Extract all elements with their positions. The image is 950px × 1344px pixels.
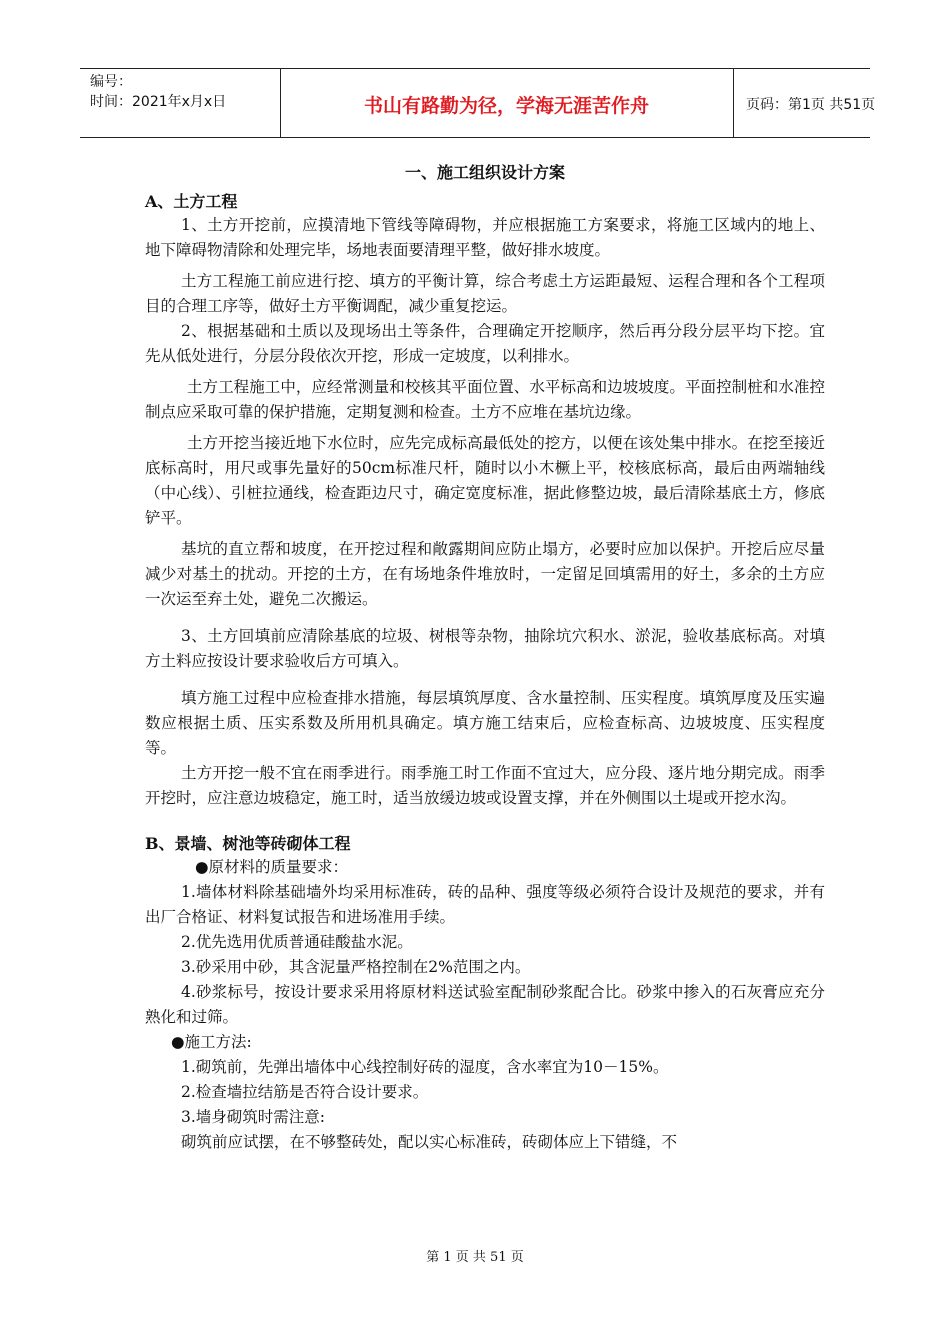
page-info: 页码：第1页 共51页 [746, 97, 876, 113]
header-motto: 书山有路勤为径，学海无涯苦作舟 [363, 95, 649, 117]
paragraph: 1、土方开挖前，应摸清地下管线等障碍物，并应根据施工方案要求，将施工区域内的地上、地下障碍物清除和处理完毕，场地表面要清理平整，做好排水坡度。 [145, 216, 825, 259]
paragraph: 填方施工过程中应检查排水措施，每层填筑厚度、含水量控制、压实程度。填筑厚度及压实遍数应根据土质、压实系数及所用机具确定。填方施工结束后，应检查标高、边坡坡度、压实程度等。 [145, 689, 825, 757]
header-motto-cell [280, 69, 734, 137]
paragraph: 土方工程施工前应进行挖、填方的平衡计算，综合考虑土方运距最短、运程合理和各个工程项目的合理工序等，做好土方平衡调配，减少重复挖运。 [145, 272, 825, 315]
section-a-heading: A、土方工程 [145, 192, 238, 211]
paragraph: 土方开挖一般不宜在雨季进行。雨季施工时工作面不宜过大，应分段、逐片地分期完成。雨季开挖时，应注意边坡稳定，施工时，适当放缓边坡或设置支撑，并在外侧围以土堤或开挖水沟。 [145, 764, 825, 807]
page-footer: 第 1 页 共 51 页 [426, 1250, 524, 1265]
paragraph: 2、根据基础和土质以及现场出土等条件，合理确定开挖顺序，然后再分段分层平均下挖。宜先从低处进行，分层分段依次开挖，形成一定坡度，以利排水。 [145, 322, 825, 365]
paragraph: 土方工程施工中，应经常测量和校核其平面位置、水平标高和边坡坡度。平面控制桩和水准控制点应采取可靠的保护措施，定期复测和检查。土方不应堆在基坑边缘。 [145, 378, 825, 421]
bullet-heading: ●施工方法: [171, 1033, 252, 1051]
list-item: 砌筑前应试摆，在不够整砖处，配以实心标准砖，砖砌体应上下错缝，不 [181, 1133, 678, 1151]
document-body [145, 156, 825, 1155]
bullet-heading: ●原材料的质量要求： [195, 858, 349, 876]
header-info-cell [80, 69, 281, 137]
header-page-cell [734, 69, 876, 137]
number-label: 编号： [90, 74, 132, 90]
document-header [80, 68, 876, 138]
paragraph: 土方开挖当接近地下水位时，应先完成标高最低处的挖方，以便在该处集中排水。在挖至接近底标高时，用尺或事先量好的50cm标准尺杆，随时以小木橛上平，校核底标高，最后由两端轴线（中心线）、引桩拉通线，检查距边尺寸，确定宽度标准，据此修整边坡，最后清除基底土方，修底铲平。 [145, 434, 825, 527]
list-item: 3.砂采用中砂，其含泥量严格控制在2%范围之内。 [181, 958, 531, 976]
list-item: 2.优先选用优质普通硅酸盐水泥。 [181, 933, 413, 951]
list-item: 3.墙身砌筑时需注意: [181, 1108, 326, 1126]
paragraph: 3、土方回填前应清除基底的垃圾、树根等杂物，抽除坑穴积水、淤泥，验收基底标高。对填方土料应按设计要求验收后方可填入。 [145, 627, 825, 670]
paragraph: 基坑的直立帮和坡度，在开挖过程和敞露期间应防止塌方，必要时应加以保护。开挖后应尽量减少对基土的扰动。开挖的土方，在有场地条件堆放时，一定留足回填需用的好土，多余的土方应一次运至弃土处，避免二次搬运。 [145, 540, 825, 608]
list-item: 1.墙体材料除基础墙外均采用标准砖，砖的品种、强度等级必须符合设计及规范的要求，并有出厂合格证、材料复试报告和进场准用手续。 [145, 883, 825, 926]
time-label: 时间：2021年x月x日 [90, 94, 227, 110]
list-item: 4.砂浆标号，按设计要求采用将原材料送试验室配制砂浆配合比。砂浆中掺入的石灰膏应充分熟化和过筛。 [145, 983, 825, 1026]
list-item: 2.检查墙拉结筋是否符合设计要求。 [181, 1083, 429, 1101]
page-title: 一、施工组织设计方案 [404, 163, 565, 182]
list-item: 1.砌筑前，先弹出墙体中心线控制好砖的湿度，含水率宜为10－15%。 [181, 1058, 669, 1076]
section-b-heading: B、景墙、树池等砖砌体工程 [145, 834, 351, 853]
